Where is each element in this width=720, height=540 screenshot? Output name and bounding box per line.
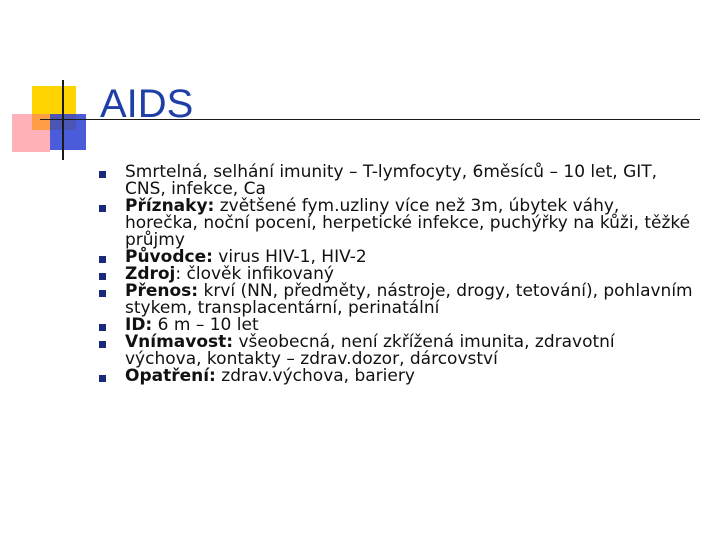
list-item bbox=[95, 368, 695, 385]
item-label: Příznaky: bbox=[125, 196, 215, 216]
item-text: : člověk infikovaný bbox=[175, 264, 334, 284]
item-text: zvětšené fym.uzliny více než 3m, úbytek váhy, horečka, noční pocení, herpetické infekce, puchýřky na kůži, těžké průjmy bbox=[125, 196, 691, 250]
bullet-list bbox=[95, 164, 695, 385]
list-item bbox=[95, 283, 695, 317]
list-item bbox=[95, 164, 695, 198]
item-label: Opatření: bbox=[125, 366, 216, 386]
item-label: ID: bbox=[125, 315, 153, 335]
square-bullet-icon bbox=[99, 341, 106, 348]
item-label: Přenos: bbox=[125, 281, 199, 301]
square-bullet-icon bbox=[99, 375, 106, 382]
item-text: všeobecná, není zkřížená imunita, zdravotní výchova, kontakty – zdrav.dozor, dárcovství bbox=[125, 332, 615, 369]
square-bullet-icon bbox=[99, 324, 106, 331]
item-text: virus HIV-1, HIV-2 bbox=[212, 247, 367, 267]
item-text: zdrav.výchova, bariery bbox=[215, 366, 415, 386]
item-text: krví (NN, předměty, nástroje, drogy, tetování), pohlavním stykem, transplacentární, perinatální bbox=[125, 281, 693, 318]
item-label: Zdroj bbox=[125, 264, 176, 284]
square-bullet-icon bbox=[99, 290, 106, 297]
item-label: Vnímavost: bbox=[125, 332, 234, 352]
square-bullet-icon bbox=[99, 171, 106, 178]
item-text: Smrtelná, selhání imunity – T-lymfocyty, 6měsíců – 10 let, GIT, CNS, infekce, Ca bbox=[125, 162, 658, 199]
list-item bbox=[95, 334, 695, 368]
slide-title: AIDS bbox=[100, 82, 194, 126]
square-bullet-icon bbox=[99, 205, 106, 212]
item-text: 6 m – 10 let bbox=[152, 315, 259, 335]
square-bullet-icon bbox=[99, 273, 106, 280]
item-label: Původce: bbox=[125, 247, 213, 267]
square-bullet-icon bbox=[99, 256, 106, 263]
list-item bbox=[95, 198, 695, 249]
decor-vertical-line bbox=[62, 80, 64, 160]
